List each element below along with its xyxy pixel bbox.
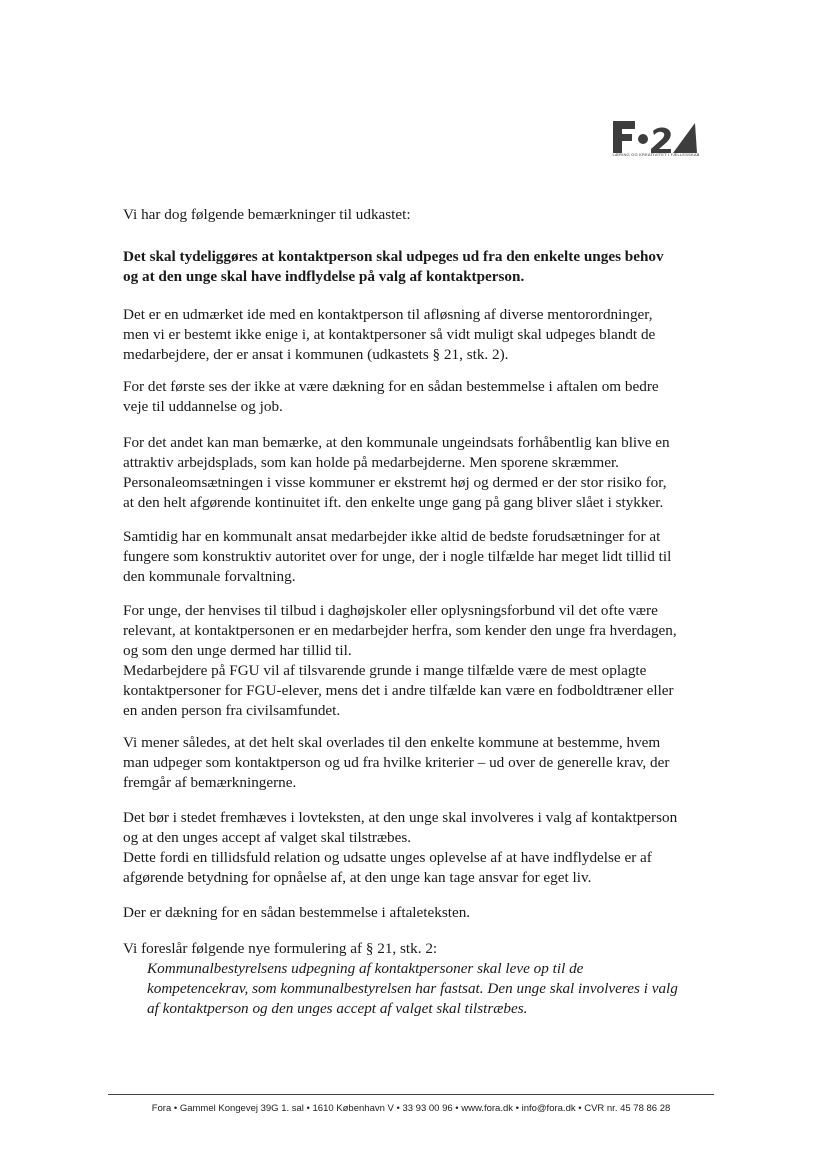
paragraph bbox=[123, 377, 659, 417]
text-line: kompetencekrav, som kommunalbestyrelsen har fastsat. Den unge skal involveres i valg bbox=[147, 980, 678, 997]
text-line: For det første ses der ikke at være dækning for en sådan bestemmelse i aftalen om bedre bbox=[123, 378, 659, 395]
text-line: og at den unge skal have indflydelse på valg af kontaktperson. bbox=[123, 268, 525, 285]
logo-tagline: LÆRING OG KREATIVITET I FÆLLESSKAB bbox=[612, 152, 700, 157]
text-line: Vi foreslår følgende nye formulering af § 21, stk. 2: bbox=[123, 940, 438, 957]
text-line: veje til uddannelse og job. bbox=[123, 398, 283, 415]
text-line: Personaleomsætningen i visse kommuner er ekstremt høj og dermed er der stor risiko for, bbox=[123, 474, 667, 491]
text-line: For unge, der henvises til tilbud i daghøjskoler eller oplysningsforbund vil det ofte være bbox=[123, 602, 658, 619]
text-line: fungere som konstruktiv autoritet over for unge, der i nogle tilfælde har meget lidt tillid til bbox=[123, 548, 672, 565]
text-line: relevant, at kontaktpersonen er en medarbejder herfra, som kender den unge fra hverdagen, bbox=[123, 622, 677, 639]
text-line: men vi er bestemt ikke enige i, at kontaktpersoner så vidt muligt skal udpeges blandt de bbox=[123, 326, 656, 343]
text-line: Medarbejdere på FGU vil af tilsvarende grunde i mange tilfælde være de mest oplagte bbox=[123, 662, 647, 679]
paragraph bbox=[123, 733, 669, 793]
paragraph bbox=[123, 903, 470, 923]
text-line: og at den unges accept af valget skal tilstræbes. bbox=[123, 829, 412, 846]
text-line: af kontaktperson og den unges accept af valget skal tilstræbes. bbox=[147, 1000, 528, 1017]
text-line: Det bør i stedet fremhæves i lovteksten, at den unge skal involveres i valg af kontaktperson bbox=[123, 809, 678, 826]
paragraph bbox=[123, 808, 677, 888]
text-line: Det skal tydeliggøres at kontaktperson skal udpeges ud fra den enkelte unges behov bbox=[123, 248, 664, 265]
footer-contact: Fora • Gammel Kongevej 39G 1. sal • 1610 København V • 33 93 00 96 • www.fora.dk • info@fora.dk • CVR nr. 45 78 86 28 bbox=[151, 1103, 671, 1114]
text-line: Samtidig har en kommunalt ansat medarbejder ikke altid de bedste forudsætninger for at bbox=[123, 528, 661, 545]
text-line: Dette fordi en tillidsfuld relation og udsatte unges oplevelse af at have indflydelse er af bbox=[123, 849, 652, 866]
text-line: at den helt afgørende kontinuitet ift. den enkelte unge gang på gang bliver slået i stykker. bbox=[123, 494, 664, 511]
text-line: attraktiv arbejdsplads, som kan holde på medarbejderne. Men sporene skræmmer. bbox=[123, 454, 619, 471]
paragraph bbox=[123, 247, 664, 287]
text-line: Det er en udmærket ide med en kontaktperson til afløsning af diverse mentorordninger, bbox=[123, 306, 653, 323]
text-line: en anden person fra civilsamfundet. bbox=[123, 702, 341, 719]
paragraph bbox=[123, 205, 411, 225]
text-line: Vi mener således, at det helt skal overlades til den enkelte kommune at bestemme, hvem bbox=[123, 734, 661, 751]
paragraph bbox=[123, 527, 671, 587]
text-line: og som den unge dermed har tillid til. bbox=[123, 642, 352, 659]
text-line: kontaktpersoner for FGU-elever, mens det i andre tilfælde kan være en fodboldtræner eller bbox=[123, 682, 674, 699]
text-line: Der er dækning for en sådan bestemmelse i aftaleteksten. bbox=[123, 904, 471, 921]
paragraph bbox=[123, 305, 655, 365]
text-line: Vi har dog følgende bemærkninger til udkastet: bbox=[123, 206, 411, 223]
paragraph bbox=[123, 939, 437, 959]
paragraph bbox=[123, 959, 678, 1019]
footer-divider bbox=[108, 1094, 714, 1095]
text-line: For det andet kan man bemærke, at den kommunale ungeindsats forhåbentlig kan blive en bbox=[123, 434, 670, 451]
text-line: fremgår af bemærkningerne. bbox=[123, 774, 297, 791]
text-line: afgørende betydning for opnåelse af, at den unge kan tage ansvar for eget liv. bbox=[123, 869, 592, 886]
text-line: medarbejdere, der er ansat i kommunen (udkastets § 21, stk. 2). bbox=[123, 346, 509, 363]
text-line: Kommunalbestyrelsens udpegning af kontaktpersoner skal leve op til de bbox=[147, 960, 584, 977]
paragraph bbox=[123, 433, 670, 513]
paragraph bbox=[123, 601, 677, 721]
text-line: den kommunale forvaltning. bbox=[123, 568, 296, 585]
text-line: man udpeger som kontaktperson og ud fra hvilke kriterier – ud over de generelle krav, der bbox=[123, 754, 670, 771]
